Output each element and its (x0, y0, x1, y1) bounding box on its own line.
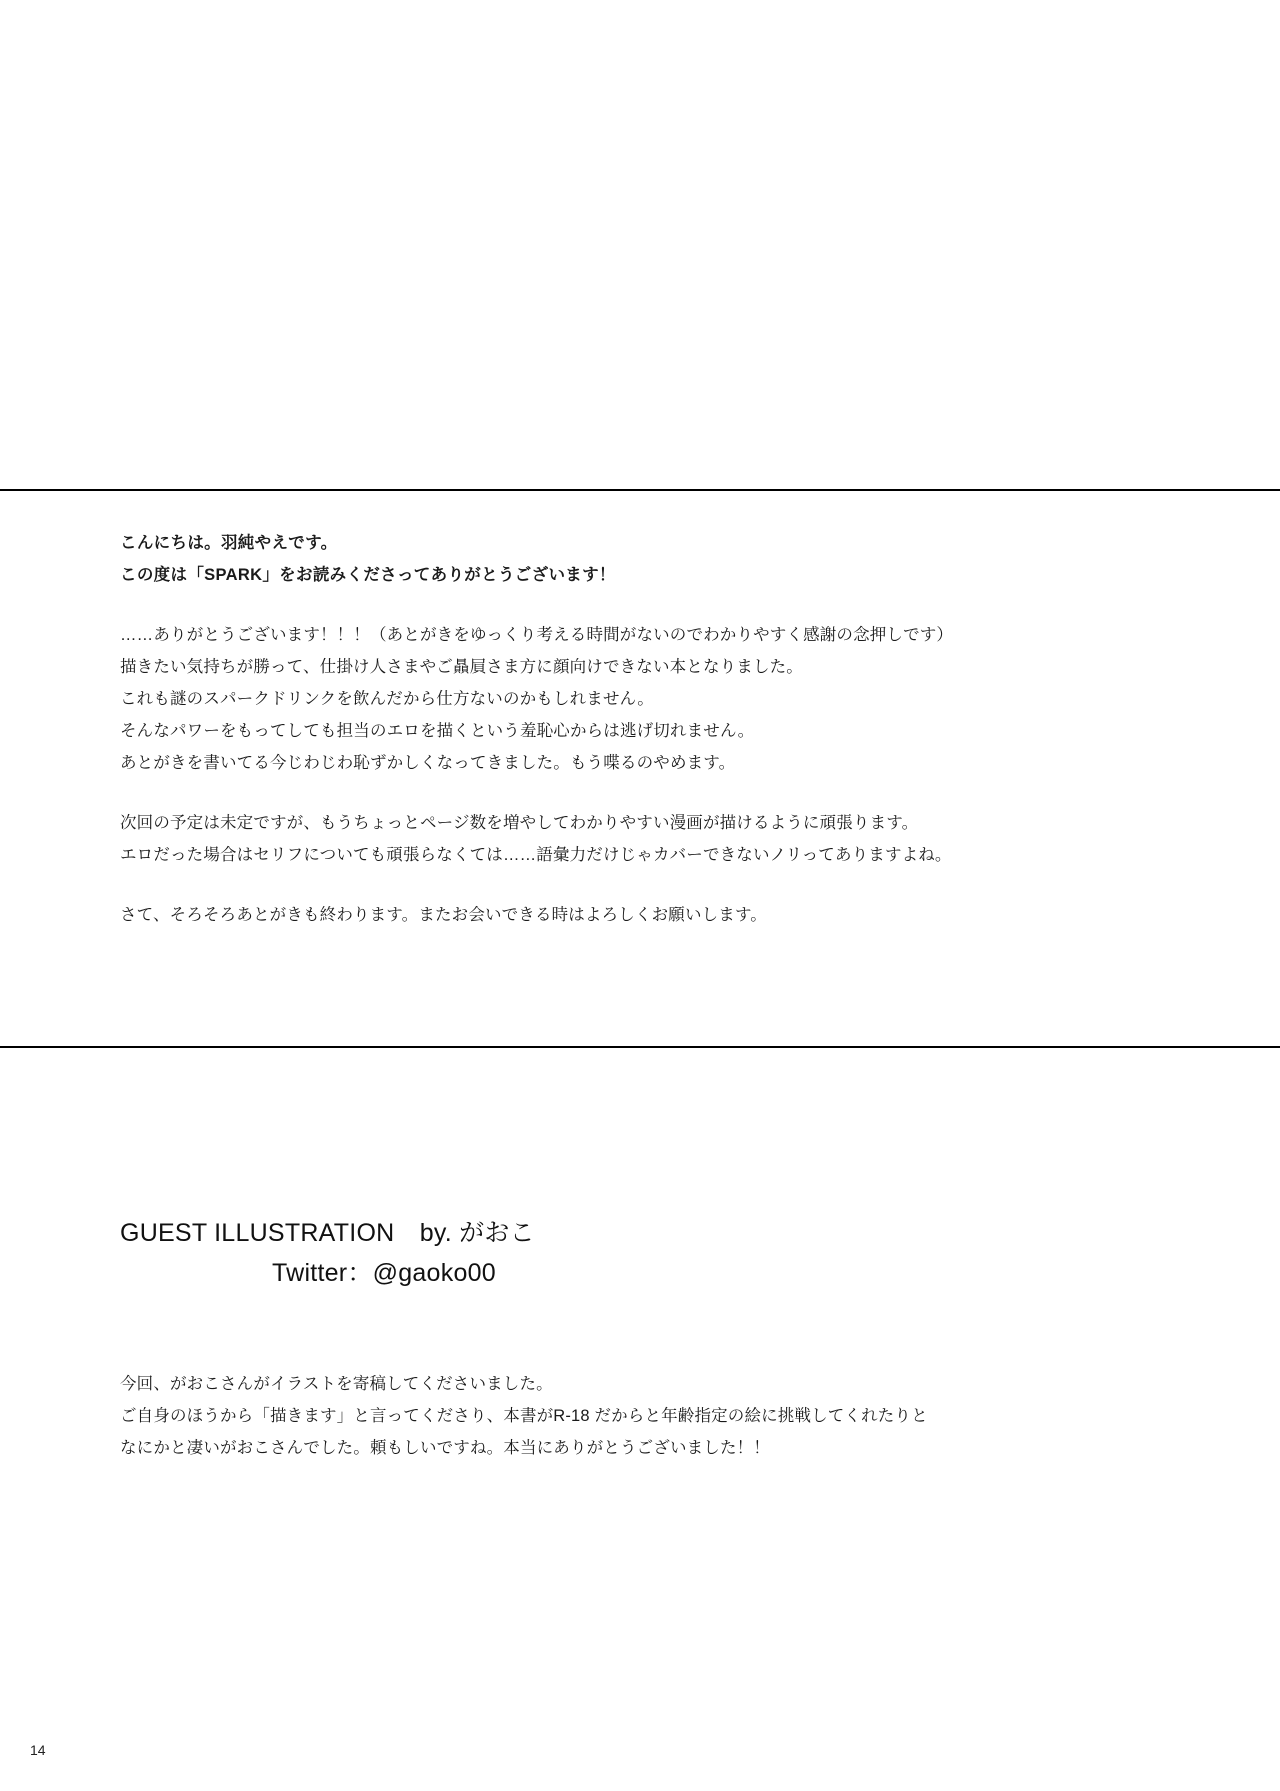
guest-note-line-1: 今回、がおこさんがイラストを寄稿してくださいました。 (120, 1375, 553, 1393)
afterword-spacer-2 (120, 779, 1140, 807)
afterword-paragraph-1-line-1: ……ありがとうございます！！！（あとがきをゆっくり考える時間がないのでわかりやすく感謝の念押しです） (120, 626, 954, 644)
afterword-section (120, 527, 1140, 931)
bottom-divider-rule (0, 1046, 1280, 1048)
afterword-paragraph-1-line-4: そんなパワーをもってしても担当のエロを描くという羞恥心からは逃げ切れません。 (120, 722, 755, 740)
afterword-greeting-line-2: この度は「SPARK」をお読みくださってありがとうございます！ (120, 566, 616, 584)
afterword-paragraph-1-line-3: これも謎のスパークドリンクを飲んだから仕方ないのかもしれません。 (120, 690, 654, 708)
afterword-paragraph-2-line-2: エロだった場合はセリフについても頑張らなくては……語彙力だけじゃカバーできないノリってありますよね。 (120, 846, 952, 864)
page-number: 14 (30, 1742, 46, 1758)
guest-twitter-handle: Twitter：@gaoko00 (272, 1259, 496, 1287)
guest-note-line-3: なにかと凄いがおこさんでした。頼もしいですね。本当にありがとうございました！！ (120, 1439, 770, 1457)
guest-illustration-title: GUEST ILLUSTRATION by. がおこ (120, 1219, 535, 1247)
afterword-paragraph-2-line-1: 次回の予定は未定ですが、もうちょっとページ数を増やしてわかりやすい漫画が描けるように頑張ります。 (120, 814, 919, 832)
afterword-paragraph-1-line-5: あとがきを書いてる今じわじわ恥ずかしくなってきました。もう喋るのやめます。 (120, 754, 736, 772)
top-divider-rule (0, 489, 1280, 491)
afterword-greeting-line-1: こんにちは。羽純やえです。 (120, 534, 338, 552)
afterword-paragraph-1-line-2: 描きたい気持ちが勝って、仕掛け人さまやご贔屓さま方に顔向けできない本となりました。 (120, 658, 803, 676)
guest-note-section (120, 1368, 1140, 1464)
afterword-spacer-1 (120, 591, 1140, 619)
afterword-paragraph-3-line-1: さて、そろそろあとがきも終わります。またお会いできる時はよろしくお願いします。 (120, 906, 767, 924)
guest-note-line-2: ご自身のほうから「描きます」と言ってくださり、本書がR-18 だからと年齢指定の絵に挑戦してくれたりと (120, 1407, 928, 1425)
afterword-spacer-3 (120, 871, 1140, 899)
guest-illustration-credit (120, 1213, 1140, 1293)
